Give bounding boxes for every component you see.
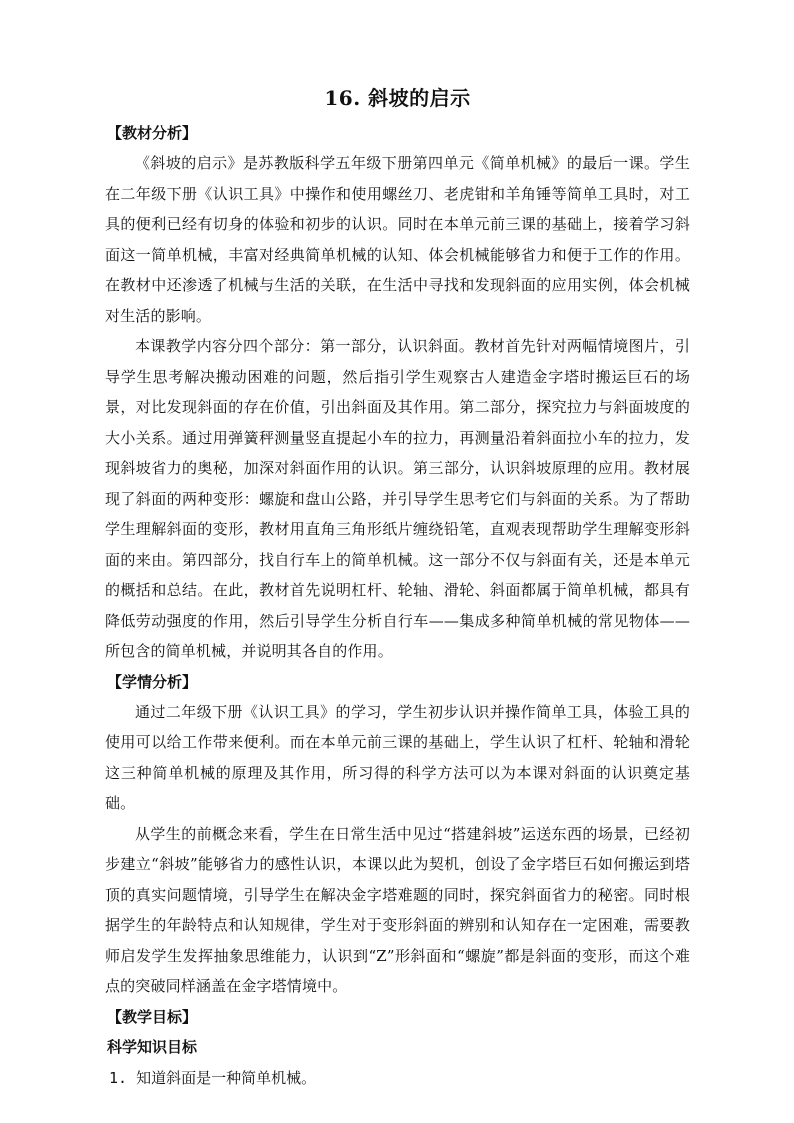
section-heading-textbook-analysis: 【教材分析】 bbox=[107, 124, 198, 142]
document-title: 16. 斜坡的启示 bbox=[324, 86, 471, 110]
section-heading-student-analysis: 【学情分析】 bbox=[107, 672, 198, 691]
paragraph: 《斜坡的启示》是苏教版科学五年级下册第四单元《简单机械》的最后一课。学生在二年级下册《认识工具》中操作和使用螺丝刀、老虎钳和羊角锤等简单工具时，对工具的便利已经有切身的体验和初步的认识。同时在本单元前三课的基础上，接着学习斜面这一简单机械，丰富对经典简单机械的认知、体会机械能够省力和便于工作的作用。在教材中还渗透了机械与生活的关联，在生活中寻找和发现斜面的应用实例，体会机械对生活的影响。 bbox=[105, 154, 690, 325]
paragraph: 通过二年级下册《认识工具》的学习，学生初步认识并操作简单工具，体验工具的使用可以给工作带来便利。而在本单元前三课的基础上，学生认识了杠杆、轮轴和滑轮这三种简单机械的原理及其作用，所习得的科学方法可以为本课对斜面的认识奠定基础。 bbox=[105, 702, 690, 812]
list-item-number: 1. bbox=[109, 1068, 128, 1087]
section-heading-teaching-goals: 【教学目标】 bbox=[107, 1007, 198, 1026]
subheading-science-knowledge-goals: 科学知识目标 bbox=[107, 1037, 198, 1056]
list-item bbox=[105, 1062, 690, 1094]
paragraph: 本课教学内容分四个部分：第一部分，认识斜面。教材首先针对两幅情境图片，引导学生思考解决搬动困难的问题，然后指引学生观察古人建造金字塔时搬运巨石的场景，对比发现斜面的存在价值，引出斜面及其作用。第二部分，探究拉力与斜面坡度的大小关系。通过用弹簧秤测量竖直提起小车的拉力，再测量沿着斜面拉小车的拉力，发现斜坡省力的奥秘，加深对斜面作用的认识。第三部分，认识斜坡原理的应用。教材展现了斜面的两种变形：螺旋和盘山公路，并引导学生思考它们与斜面的关系。为了帮助学生理解斜面的变形，教材用直角三角形纸片缠绕铅笔，直观表现帮助学生理解变形斜面的来由。第四部分，找自行车上的简单机械。这一部分不仅与斜面有关，还是本单元的概括和总结。在此，教材首先说明杠杆、轮轴、滑轮、斜面都属于简单机械，都具有降低劳动强度的作用，然后引导学生分析自行车——集成多种简单机械的常见物体——所包含的简单机械，并说明其各自的作用。 bbox=[105, 337, 690, 660]
list-item-text: 知道斜面是一种简单机械。 bbox=[136, 1068, 317, 1087]
paragraph: 从学生的前概念来看，学生在日常生活中见过“搭建斜坡”运送东西的场景，已经初步建立“斜坡”能够省力的感性认识，本课以此为契机，创设了金字塔巨石如何搬运到塔顶的真实问题情境，引导学生在解决金字塔难题的同时，探究斜面省力的秘密。同时根据学生的年龄特点和认知规律，学生对于变形斜面的辨别和认知存在一定困难，需要教师启发学生发挥抽象思维能力，认识到“Z”形斜面和“螺旋”都是斜面的变形，而这个难点的突破同样涵盖在金字塔情境中。 bbox=[105, 824, 690, 995]
